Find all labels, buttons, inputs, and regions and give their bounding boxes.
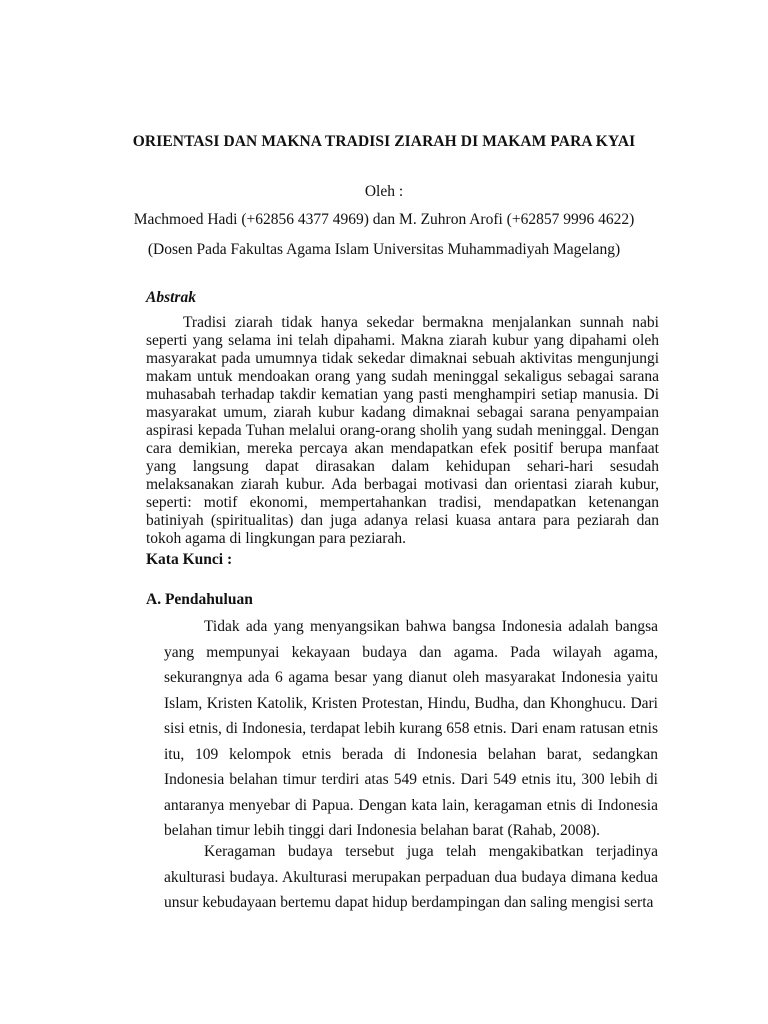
by-label: Oleh :	[364, 183, 404, 200]
body-paragraph-2: Keragaman budaya tersebut juga telah mengakibatkan terjadinya akulturasi budaya. Akulturasi merupakan perpaduan dua budaya dimana kedua unsur kebudayaan bertemu dapat hidup berdampingan dan saling mengisi serta	[164, 843, 658, 911]
abstract-text: Tradisi ziarah tidak hanya sekedar bermakna menjalankan sunnah nabi seperti yang selama ini telah dipahami. Makna ziarah kubur yang dipahami oleh masyarakat pada umumnya tidak sekedar dimaknai sebuah aktivitas mengunjungi makam untuk mendoakan orang yang sudah meninggal sekaligus sebagai sarana muhasabah terhadap takdir kematian yang pasti menghampiri setiap manusia. Di masyarakat umum, ziarah kubur kadang dimaknai sebagai sarana penyampaian aspirasi kepada Tuhan melalui orang-orang sholih yang sudah meninggal. Dengan cara demikian, mereka percaya akan mendapatkan efek positif berupa manfaat yang langsung dapat dirasakan dalam kehidupan sehari-hari sesudah melaksanakan ziarah kubur. Ada berbagai motivasi dan orientasi ziarah kubur, seperti: motif ekonomi, mempertahankan tradisi, mendapatkan ketenangan batiniyah (spiritualitas) dan juga adanya relasi kuasa antara para peziarah dan tokoh agama di lingkungan para peziarah.	[146, 314, 659, 547]
authors-line: Machmoed Hadi (+62856 4377 4969) dan M. Zuhron Arofi (+62857 9996 4622)	[133, 211, 635, 228]
document-title: ORIENTASI DAN MAKNA TRADISI ZIARAH DI MAKAM PARA KYAI	[132, 133, 636, 150]
abstract-heading: Abstrak	[146, 289, 196, 306]
affiliation-line: (Dosen Pada Fakultas Agama Islam Universitas Muhammadiyah Magelang)	[147, 241, 621, 258]
body-paragraph-1: Tidak ada yang menyangsikan bahwa bangsa Indonesia adalah bangsa yang mempunyai kekayaan budaya dan agama. Pada wilayah agama, sekurangnya ada 6 agama besar yang dianut oleh masyarakat Indonesia yaitu Islam, Kristen Katolik, Kristen Protestan, Hindu, Budha, dan Khonghucu. Dari sisi etnis, di Indonesia, terdapat lebih kurang 658 etnis. Dari enam ratusan etnis itu, 109 kelompok etnis berada di Indonesia belahan barat, sedangkan Indonesia belahan timur terdiri atas 549 etnis. Dari 549 etnis itu, 300 lebih di antaranya menyebar di Papua. Dengan kata lain, keragaman etnis di Indonesia belahan timur lebih tinggi dari Indonesia belahan barat (Rahab, 2008).	[164, 618, 658, 839]
keywords-label: Kata Kunci :	[146, 551, 233, 568]
section-heading-pendahuluan: A. Pendahuluan	[146, 591, 253, 608]
